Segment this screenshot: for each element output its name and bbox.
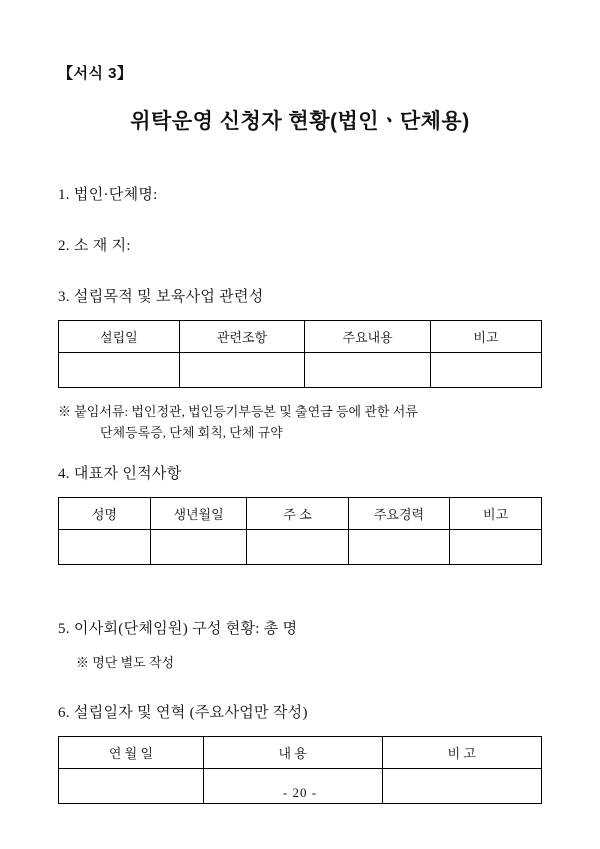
attachments-note [58, 402, 542, 444]
attachments-note-line-1: ※ 붙임서류: 법인정관, 법인등기부등본 및 출연금 등에 관한 서류 [58, 404, 418, 419]
item-address: 2. 소 재 지: [58, 238, 131, 254]
item-history-heading: 6. 설립일자 및 연혁 (주요사업만 작성) [58, 704, 308, 721]
column-header: 생년월일 [150, 497, 247, 529]
column-header: 주요내용 [305, 321, 431, 353]
table-cell[interactable] [59, 529, 151, 564]
item-purpose-heading: 3. 설립목적 및 보육사업 관련성 [58, 289, 264, 305]
column-header: 성명 [59, 497, 151, 529]
table-cell[interactable] [247, 529, 348, 564]
table-cell[interactable] [305, 353, 431, 388]
spacer [58, 575, 542, 617]
spacer [58, 671, 542, 701]
spacer [58, 444, 542, 462]
table-cell[interactable] [59, 353, 180, 388]
board-note: ※ 명단 별도 작성 [76, 654, 175, 670]
page-number: - 20 - [282, 785, 318, 800]
column-header: 설립일 [59, 321, 180, 353]
table-row [59, 353, 542, 388]
attachments-note-line-2: 단체등록증, 단체 회칙, 단체 규약 [100, 424, 283, 440]
item-board-heading: 5. 이사회(단체임원) 구성 현황: 총 명 [58, 620, 298, 637]
table-row [59, 529, 542, 564]
column-header: 연 월 일 [59, 736, 204, 768]
item-organization-name: 1. 법인·단체명: [58, 187, 158, 203]
purpose-table [58, 320, 542, 388]
representative-table [58, 497, 542, 565]
column-header: 주요경력 [348, 497, 449, 529]
table-cell[interactable] [348, 529, 449, 564]
item-representative-heading: 4. 대표자 인적사항 [58, 465, 182, 482]
table-header-row [59, 736, 542, 768]
column-header: 비 고 [382, 736, 541, 768]
column-header: 비고 [450, 497, 542, 529]
column-header: 내 용 [203, 736, 382, 768]
page-title: 위탁운영 신청자 현황(법인ㆍ단체용) [130, 110, 470, 133]
table-cell[interactable] [179, 353, 305, 388]
table-cell[interactable] [150, 529, 247, 564]
table-cell[interactable] [450, 529, 542, 564]
table-cell[interactable] [430, 353, 541, 388]
column-header: 비고 [430, 321, 541, 353]
form-tag: 【서식 3】 [58, 65, 133, 82]
table-header-row [59, 497, 542, 529]
table-header-row [59, 321, 542, 353]
column-header: 관련조항 [179, 321, 305, 353]
column-header: 주 소 [247, 497, 348, 529]
